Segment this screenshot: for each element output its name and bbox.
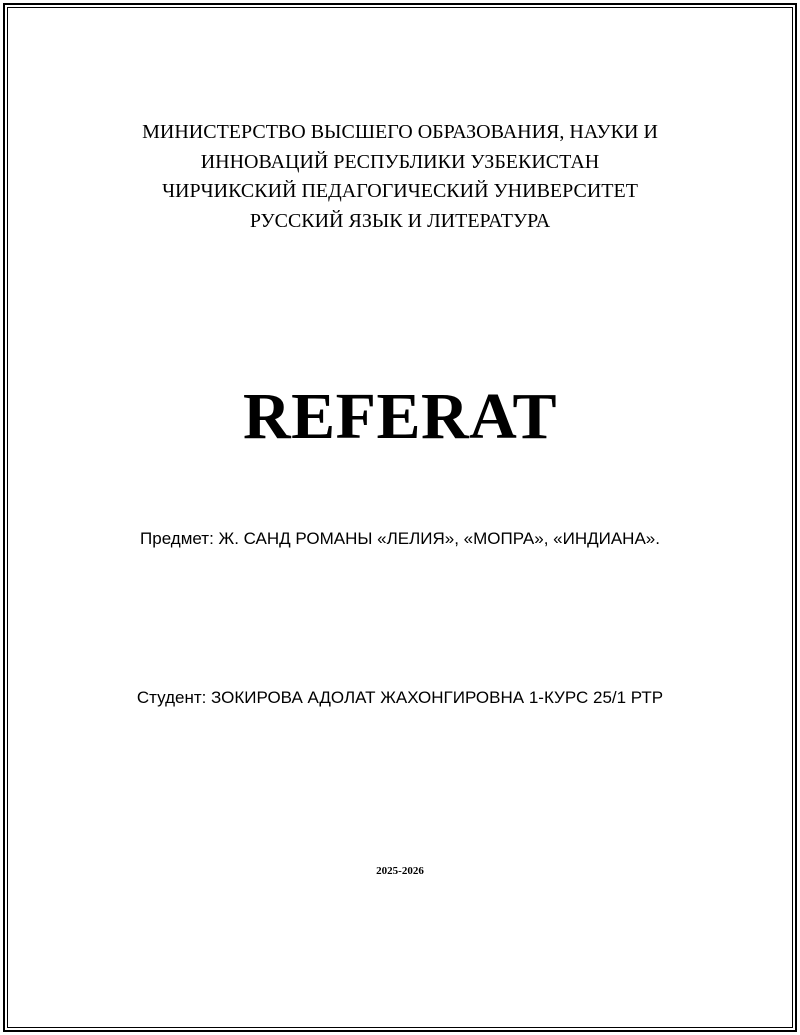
header-line-department: РУССКИЙ ЯЗЫК И ЛИТЕРАТУРА [249,209,551,232]
institution-header [0,118,800,236]
header-line-ministry: МИНИСТЕРСТВО ВЫСШЕГО ОБРАЗОВАНИЯ, НАУКИ И [142,121,658,143]
document-title: REFERAT [243,380,557,453]
academic-year: 2025-2026 [376,865,424,877]
header-line-university: ЧИРЧИКСКИЙ ПЕДАГОГИЧЕСКИЙ УНИВЕРСИТЕТ [162,180,638,202]
header-line-country: ИННОВАЦИЙ РЕСПУБЛИКИ УЗБЕКИСТАН [200,150,600,173]
subject-line: Предмет: Ж. САНД РОМАНЫ «ЛЕЛИЯ», «МОПРА», «ИНДИАНА». [140,529,660,548]
student-line: Студент: ЗОКИРОВА АДОЛАТ ЖАХОНГИРОВНА 1-КУРС 25/1 РТР [136,688,664,707]
